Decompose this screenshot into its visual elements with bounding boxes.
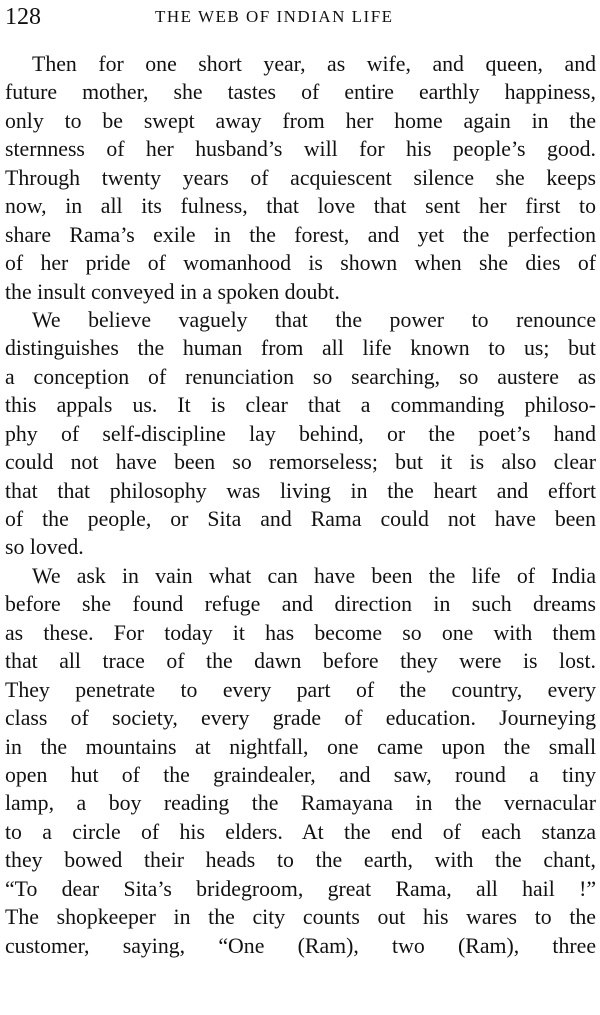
text-line: Through twenty years of acquiescent silence she keeps <box>5 165 596 190</box>
text-line: future mother, she tastes of entire earthly happiness, <box>5 80 596 105</box>
text-line: before she found refuge and direction in such dreams <box>5 592 596 617</box>
text-line: now, in all its fulness, that love that sent her first to <box>5 194 596 219</box>
text-line: distinguishes the human from all life known to us; but <box>5 336 596 361</box>
text-line: They penetrate to every part of the country, every <box>5 677 596 702</box>
text-line: open hut of the graindealer, and saw, round a tiny <box>5 762 596 787</box>
text-line: the insult conveyed in a spoken doubt. <box>5 279 340 304</box>
text-line: lamp, a boy reading the Ramayana in the vernacular <box>5 791 596 816</box>
text-line: could not have been so remorseless; but it is also clear <box>5 450 596 475</box>
text-line: sternness of her husband’s will for his people’s good. <box>5 137 596 162</box>
paragraph <box>5 562 596 960</box>
text-line: We believe vaguely that the power to renounce <box>32 307 596 332</box>
text-line: that all trace of the dawn before they were is lost. <box>5 649 596 674</box>
text-line: so loved. <box>5 535 84 560</box>
text-line: phy of self-discipline lay behind, or the poet’s hand <box>5 421 596 446</box>
text-line: of her pride of womanhood is shown when she dies of <box>5 251 596 276</box>
text-line: in the mountains at nightfall, one came upon the small <box>5 734 596 759</box>
body-text <box>5 50 596 960</box>
text-line: of the people, or Sita and Rama could not have been <box>5 507 596 531</box>
paragraph <box>5 306 596 562</box>
text-line: “To dear Sita’s bridegroom, great Rama, all hail !” <box>5 876 596 901</box>
text-line: that that philosophy was living in the heart and effort <box>5 478 596 503</box>
text-line: share Rama’s exile in the forest, and yet the perfection <box>5 222 596 247</box>
text-line: class of society, every grade of education. Journeying <box>5 706 596 731</box>
page-header <box>5 2 595 32</box>
text-line: to a circle of his elders. At the end of each stanza <box>5 819 596 844</box>
text-line: The shopkeeper in the city counts out his wares to the <box>5 905 596 930</box>
text-line: they bowed their heads to the earth, with the chant, <box>5 848 596 873</box>
text-line: customer, saying, “One (Ram), two (Ram), three <box>5 933 596 958</box>
text-line: We ask in vain what can have been the life of India <box>32 563 596 588</box>
page-number: 128 <box>5 4 41 30</box>
text-line: a conception of renunciation so searching, so austere as <box>5 364 596 389</box>
running-head: THE WEB OF INDIAN LIFE <box>155 7 394 26</box>
text-line: Then for one short year, as wife, and queen, and <box>32 52 596 76</box>
text-line: only to be swept away from her home again in the <box>5 108 596 133</box>
paragraph <box>5 50 596 306</box>
text-line: this appals us. It is clear that a commanding philoso- <box>5 393 596 418</box>
text-line: as these. For today it has become so one with them <box>5 620 596 645</box>
